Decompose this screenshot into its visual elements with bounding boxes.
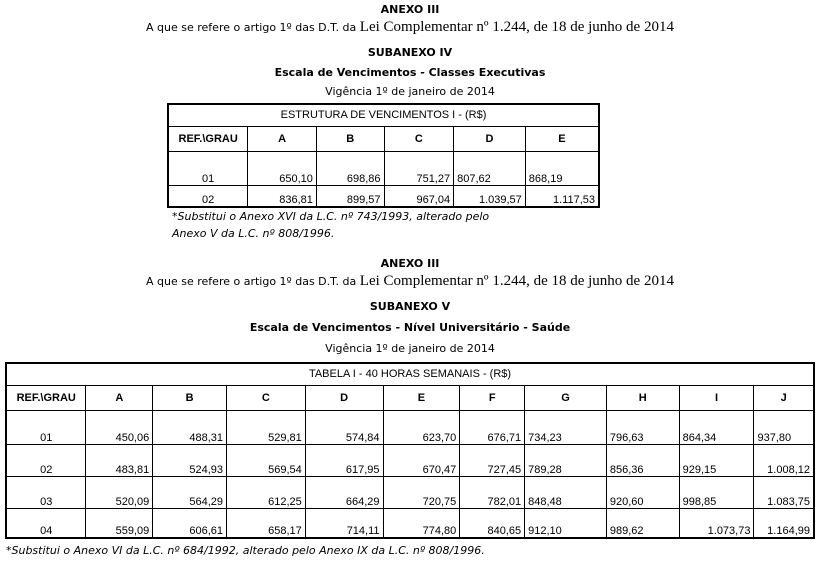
footnote: *Substitui o Anexo VI da L.C. nº 684/1992, alterado pelo Anexo IX da L.C. nº 808/1996. [6,544,485,557]
salary-cell: 606,61 [153,508,227,538]
row-ref: 04 [6,508,86,538]
salary-cell: 848,48 [525,476,607,508]
salary-cell: 564,29 [153,476,227,508]
annex-reference-2 [0,273,820,290]
salary-cell: 623,70 [383,410,460,444]
column-header: F [460,385,525,410]
annex-heading-2: ANEXO III [380,257,440,270]
salary-cell: 807,62 [454,151,526,185]
salary-cell: 998,85 [679,476,754,508]
salary-cell: 899,57 [316,185,384,207]
column-header: I [679,385,754,410]
table-row [6,508,814,538]
column-header: E [383,385,460,410]
salary-cell: 559,09 [86,508,153,538]
salary-cell: 650,10 [248,151,317,185]
salary-cell: 574,84 [305,410,383,444]
table-row [6,444,814,476]
salary-cell: 929,15 [679,444,754,476]
salary-cell: 483,81 [86,444,153,476]
column-header: E [525,126,599,151]
salary-cell: 1.039,57 [454,185,526,207]
salary-cell: 856,36 [606,444,679,476]
column-header: G [525,385,607,410]
table-title: ESTRUTURA DE VENCIMENTOS I - (R$) [168,104,599,126]
salary-cell: 1.117,53 [525,185,599,207]
salary-cell: 698,86 [316,151,384,185]
column-header: C [227,385,306,410]
salary-cell: 868,19 [525,151,599,185]
table-row [6,410,814,444]
table-title: TABELA I - 40 HORAS SEMANAIS - (R$) [6,363,814,385]
effective-date: Vigência 1º de janeiro de 2014 [325,85,495,98]
salary-cell: 836,81 [248,185,317,207]
column-header: REF.\GRAU [168,126,248,151]
salary-cell: 524,93 [153,444,227,476]
salary-cell: 1.073,73 [679,508,754,538]
salary-cell: 520,09 [86,476,153,508]
table-row [168,185,599,207]
salary-cell: 864,34 [679,410,754,444]
column-header: C [384,126,454,151]
column-header: H [606,385,679,410]
salary-cell: 782,01 [460,476,525,508]
salary-cell: 569,54 [227,444,306,476]
salary-cell: 840,65 [460,508,525,538]
salary-cell: 664,29 [305,476,383,508]
footnote-line-2: Anexo V da L.C. nº 808/1996. [172,227,335,240]
column-header: A [86,385,153,410]
salary-cell: 450,06 [86,410,153,444]
subannex-heading-2: SUBANEXO V [369,300,451,313]
salary-cell: 937,80 [754,410,814,444]
column-header: B [153,385,227,410]
salary-cell: 1.008,12 [754,444,814,476]
footnote-line-1: *Substitui o Anexo XVI da L.C. nº 743/1993, alterado pelo [172,210,490,223]
column-header: D [454,126,526,151]
salary-cell: 727,45 [460,444,525,476]
salary-cell: 670,47 [383,444,460,476]
row-ref: 01 [168,151,248,185]
salary-cell: 529,81 [227,410,306,444]
salary-cell: 617,95 [305,444,383,476]
salary-cell: 734,23 [525,410,607,444]
column-header: J [754,385,814,410]
reference-prefix: A que se refere o artigo 1º das D.T. da [146,21,360,34]
salary-cell: 658,17 [227,508,306,538]
column-header: B [316,126,384,151]
salary-cell: 1.164,99 [754,508,814,538]
salary-cell: 676,71 [460,410,525,444]
salary-cell: 967,04 [384,185,454,207]
annex-reference [0,19,820,36]
salary-table-health [5,362,815,539]
table-row [6,476,814,508]
column-header: A [248,126,317,151]
row-ref: 03 [6,476,86,508]
row-ref: 01 [6,410,86,444]
salary-cell: 720,75 [383,476,460,508]
salary-cell: 774,80 [383,508,460,538]
subannex-heading: SUBANEXO IV [367,46,453,59]
salary-cell: 714,11 [305,508,383,538]
column-header: D [305,385,383,410]
reference-prefix: A que se refere o artigo 1º das D.T. da [146,275,360,288]
reference-law: Lei Complementar nº 1.244, de 18 de junho de 2014 [359,19,674,35]
row-ref: 02 [168,185,248,207]
salary-cell: 1.083,75 [754,476,814,508]
salary-cell: 989,62 [606,508,679,538]
salary-table-executive [167,103,600,208]
salary-cell: 796,63 [606,410,679,444]
scale-title-2: Escala de Vencimentos - Nível Universitário - Saúde [249,321,571,334]
salary-cell: 912,10 [525,508,607,538]
scale-title: Escala de Vencimentos - Classes Executivas [274,66,546,79]
salary-cell: 920,60 [606,476,679,508]
annex-heading: ANEXO III [380,3,440,16]
effective-date-2: Vigência 1º de janeiro de 2014 [325,342,495,355]
salary-cell: 789,28 [525,444,607,476]
column-header: REF.\GRAU [6,385,86,410]
salary-cell: 612,25 [227,476,306,508]
table-row [168,151,599,185]
row-ref: 02 [6,444,86,476]
salary-cell: 488,31 [153,410,227,444]
salary-cell: 751,27 [384,151,454,185]
reference-law: Lei Complementar nº 1.244, de 18 de junho de 2014 [359,273,674,289]
